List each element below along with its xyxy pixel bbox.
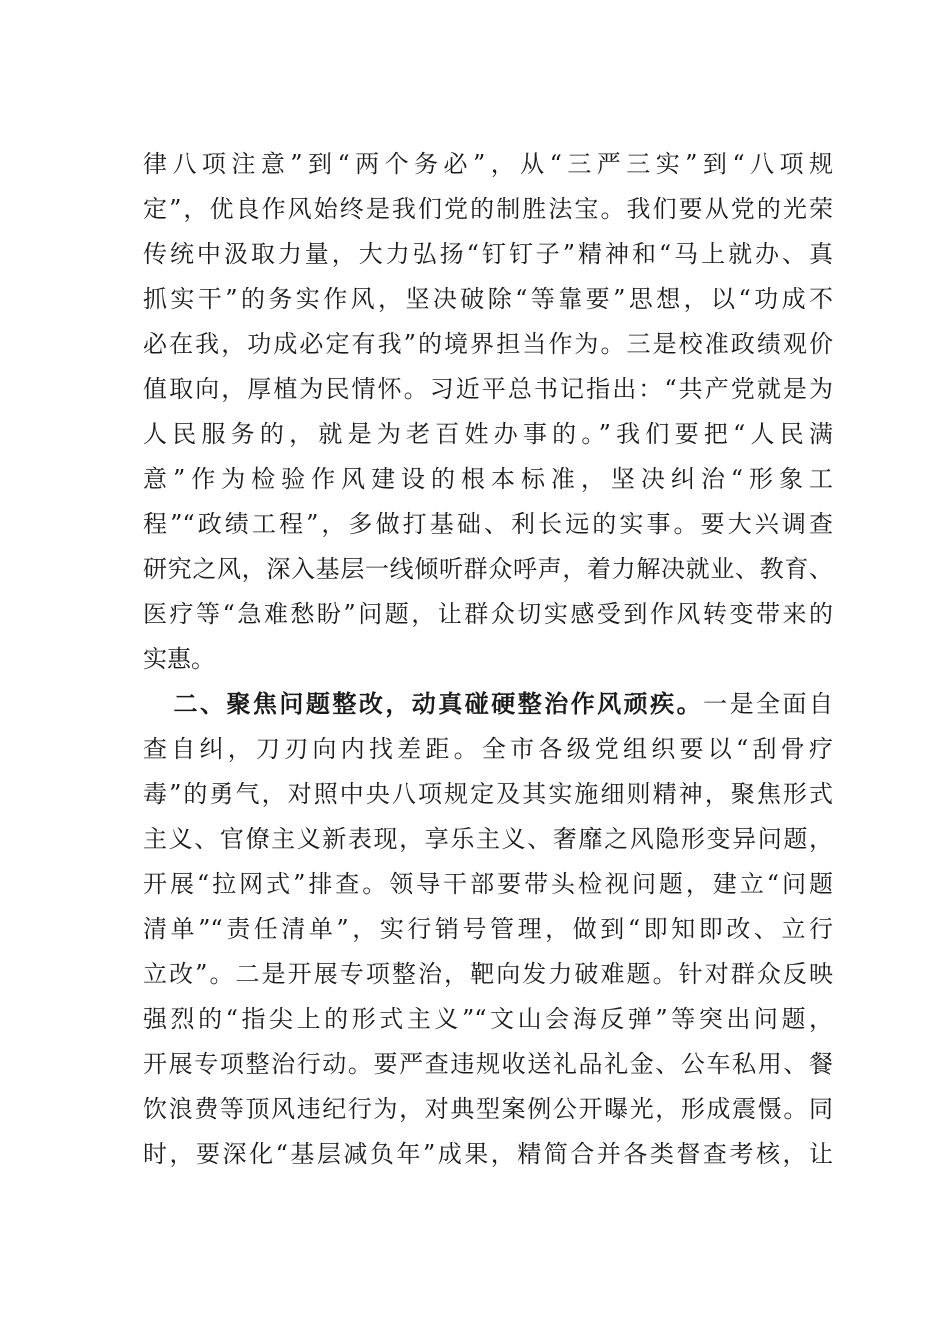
paragraph-1-line-8: 意”作为检验作风建设的根本标准，坚决纠治“形象工 [143,465,833,493]
paragraph-2-line-6: 清单”“责任清单”，实行销号管理，做到“即知即改、立行 [143,915,833,943]
paragraph-1-line-6: 值取向，厚植为民情怀。习近平总书记指出：“共产党就是为 [143,375,833,403]
paragraph-2-line-3: 毒”的勇气，对照中央八项规定及其实施细则精神，聚焦形式 [143,780,833,808]
paragraph-2-line-1-rest: 一是全面自 [703,690,834,718]
paragraph-1-line-3: 传统中汲取力量，大力弘扬“钉钉子”精神和“马上就办、真 [143,240,833,268]
paragraph-1-line-11: 医疗等“急难愁盼”问题，让群众切实感受到作风转变带来的 [143,600,833,628]
paragraph-2-line-5: 开展“拉网式”排查。领导干部要带头检视问题，建立“问题 [143,870,833,898]
paragraph-2-line-9: 开展专项整治行动。要严查违规收送礼品礼金、公车私用、餐 [143,1050,833,1078]
paragraph-2-line-4: 主义、官僚主义新表现，享乐主义、奢靡之风隐形变异问题， [143,825,833,853]
paragraph-1-line-1: 律八项注意”到“两个务必”，从“三严三实”到“八项规 [143,150,833,178]
paragraph-2-line-10: 饮浪费等顶风违纪行为，对典型案例公开曝光，形成震慑。同 [143,1095,833,1123]
paragraph-2-line-1 [143,684,833,724]
paragraph-2-line-7: 立改”。二是开展专项整治，靶向发力破难题。针对群众反映 [143,960,833,988]
paragraph-1-line-12: 实惠。 [143,645,215,673]
paragraph-1-line-5: 必在我，功成必定有我”的境界担当作为。三是校准政绩观价 [143,330,833,358]
paragraph-1-line-2: 定”，优良作风始终是我们党的制胜法宝。我们要从党的光荣 [143,195,833,223]
paragraph-1-line-4: 抓实干”的务实作风，坚决破除“等靠要”思想，以“功成不 [143,285,833,313]
section-heading: 二、聚焦问题整改，动真碰硬整治作风顽疾。 [171,690,704,718]
paragraph-2-line-2: 查自纠，刀刃向内找差距。全市各级党组织要以“刮骨疗 [143,735,833,763]
paragraph-2-line-11: 时，要深化“基层减负年”成果，精简合并各类督查考核，让 [143,1140,833,1168]
paragraph-1-line-9: 程”“政绩工程”，多做打基础、利长远的实事。要大兴调查 [143,510,833,538]
paragraph-2-line-8: 强烈的“指尖上的形式主义”“文山会海反弹”等突出问题， [143,1005,833,1033]
paragraph-1-line-7: 人民服务的，就是为老百姓办事的。”我们要把“人民满 [143,420,833,448]
paragraph-1-line-10: 研究之风，深入基层一线倾听群众呼声，着力解决就业、教育、 [143,555,833,583]
